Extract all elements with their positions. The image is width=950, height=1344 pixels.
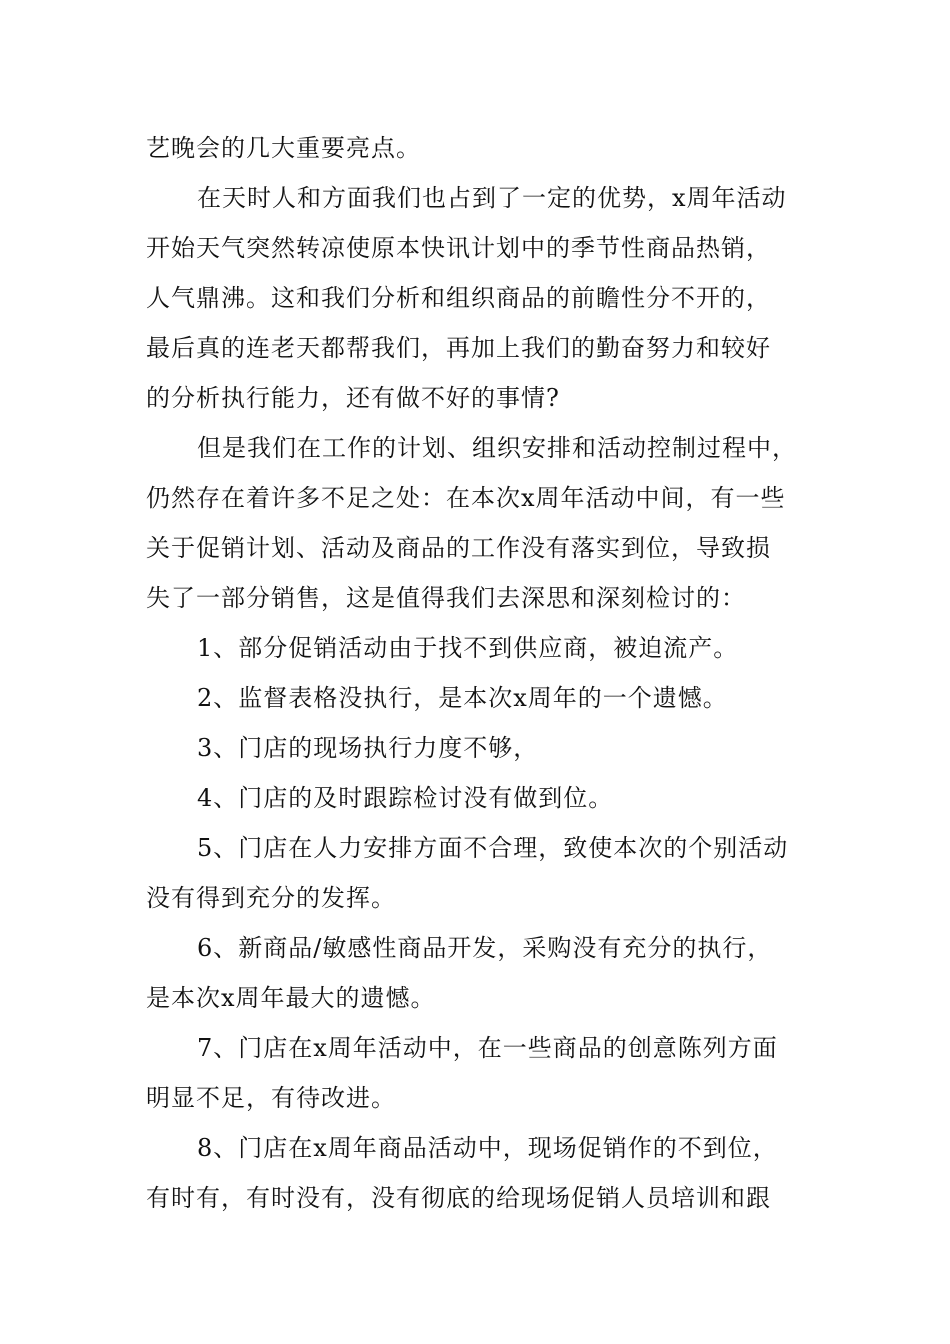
text-line: 没有得到充分的发挥。: [146, 884, 396, 912]
list-item: 3、门店的现场执行力度不够，: [197, 734, 539, 762]
list-item: 2、监督表格没执行，是本次x周年的一个遗憾。: [197, 684, 728, 712]
list-item: 1、部分促销活动由于找不到供应商，被迫流产。: [197, 634, 739, 662]
list-item: 6、新商品/敏感性商品开发，采购没有充分的执行，: [197, 934, 773, 962]
text-line: 关于促销计划、活动及商品的工作没有落实到位，导致损: [146, 534, 771, 562]
text-line: 人气鼎沸。这和我们分析和组织商品的前瞻性分不开的，: [146, 284, 771, 312]
paragraph-first-line: 在天时人和方面我们也占到了一定的优势，x周年活动: [197, 184, 787, 212]
list-item: 4、门店的及时跟踪检讨没有做到位。: [197, 784, 614, 812]
text-line: 最后真的连老天都帮我们，再加上我们的勤奋努力和较好: [146, 334, 771, 362]
text-line: 是本次x周年最大的遗憾。: [146, 984, 436, 1012]
text-line: 艺晚会的几大重要亮点。: [146, 134, 421, 162]
list-item: 8、门店在x周年商品活动中，现场促销作的不到位，: [197, 1134, 778, 1162]
paragraph-first-line: 但是我们在工作的计划、组织安排和活动控制过程中，: [197, 434, 797, 462]
text-line: 的分析执行能力，还有做不好的事情?: [146, 384, 560, 412]
list-item: 5、门店在人力安排方面不合理，致使本次的个别活动: [197, 834, 789, 862]
text-line: 有时有，有时没有，没有彻底的给现场促销人员培训和跟: [146, 1184, 771, 1212]
text-line: 失了一部分销售，这是值得我们去深思和深刻检讨的：: [146, 584, 746, 612]
text-line: 仍然存在着许多不足之处：在本次x周年活动中间，有一些: [146, 484, 786, 512]
list-item: 7、门店在x周年活动中，在一些商品的创意陈列方面: [197, 1034, 778, 1062]
text-line: 开始天气突然转凉使原本快讯计划中的季节性商品热销，: [146, 234, 771, 262]
text-line: 明显不足，有待改进。: [146, 1084, 396, 1112]
